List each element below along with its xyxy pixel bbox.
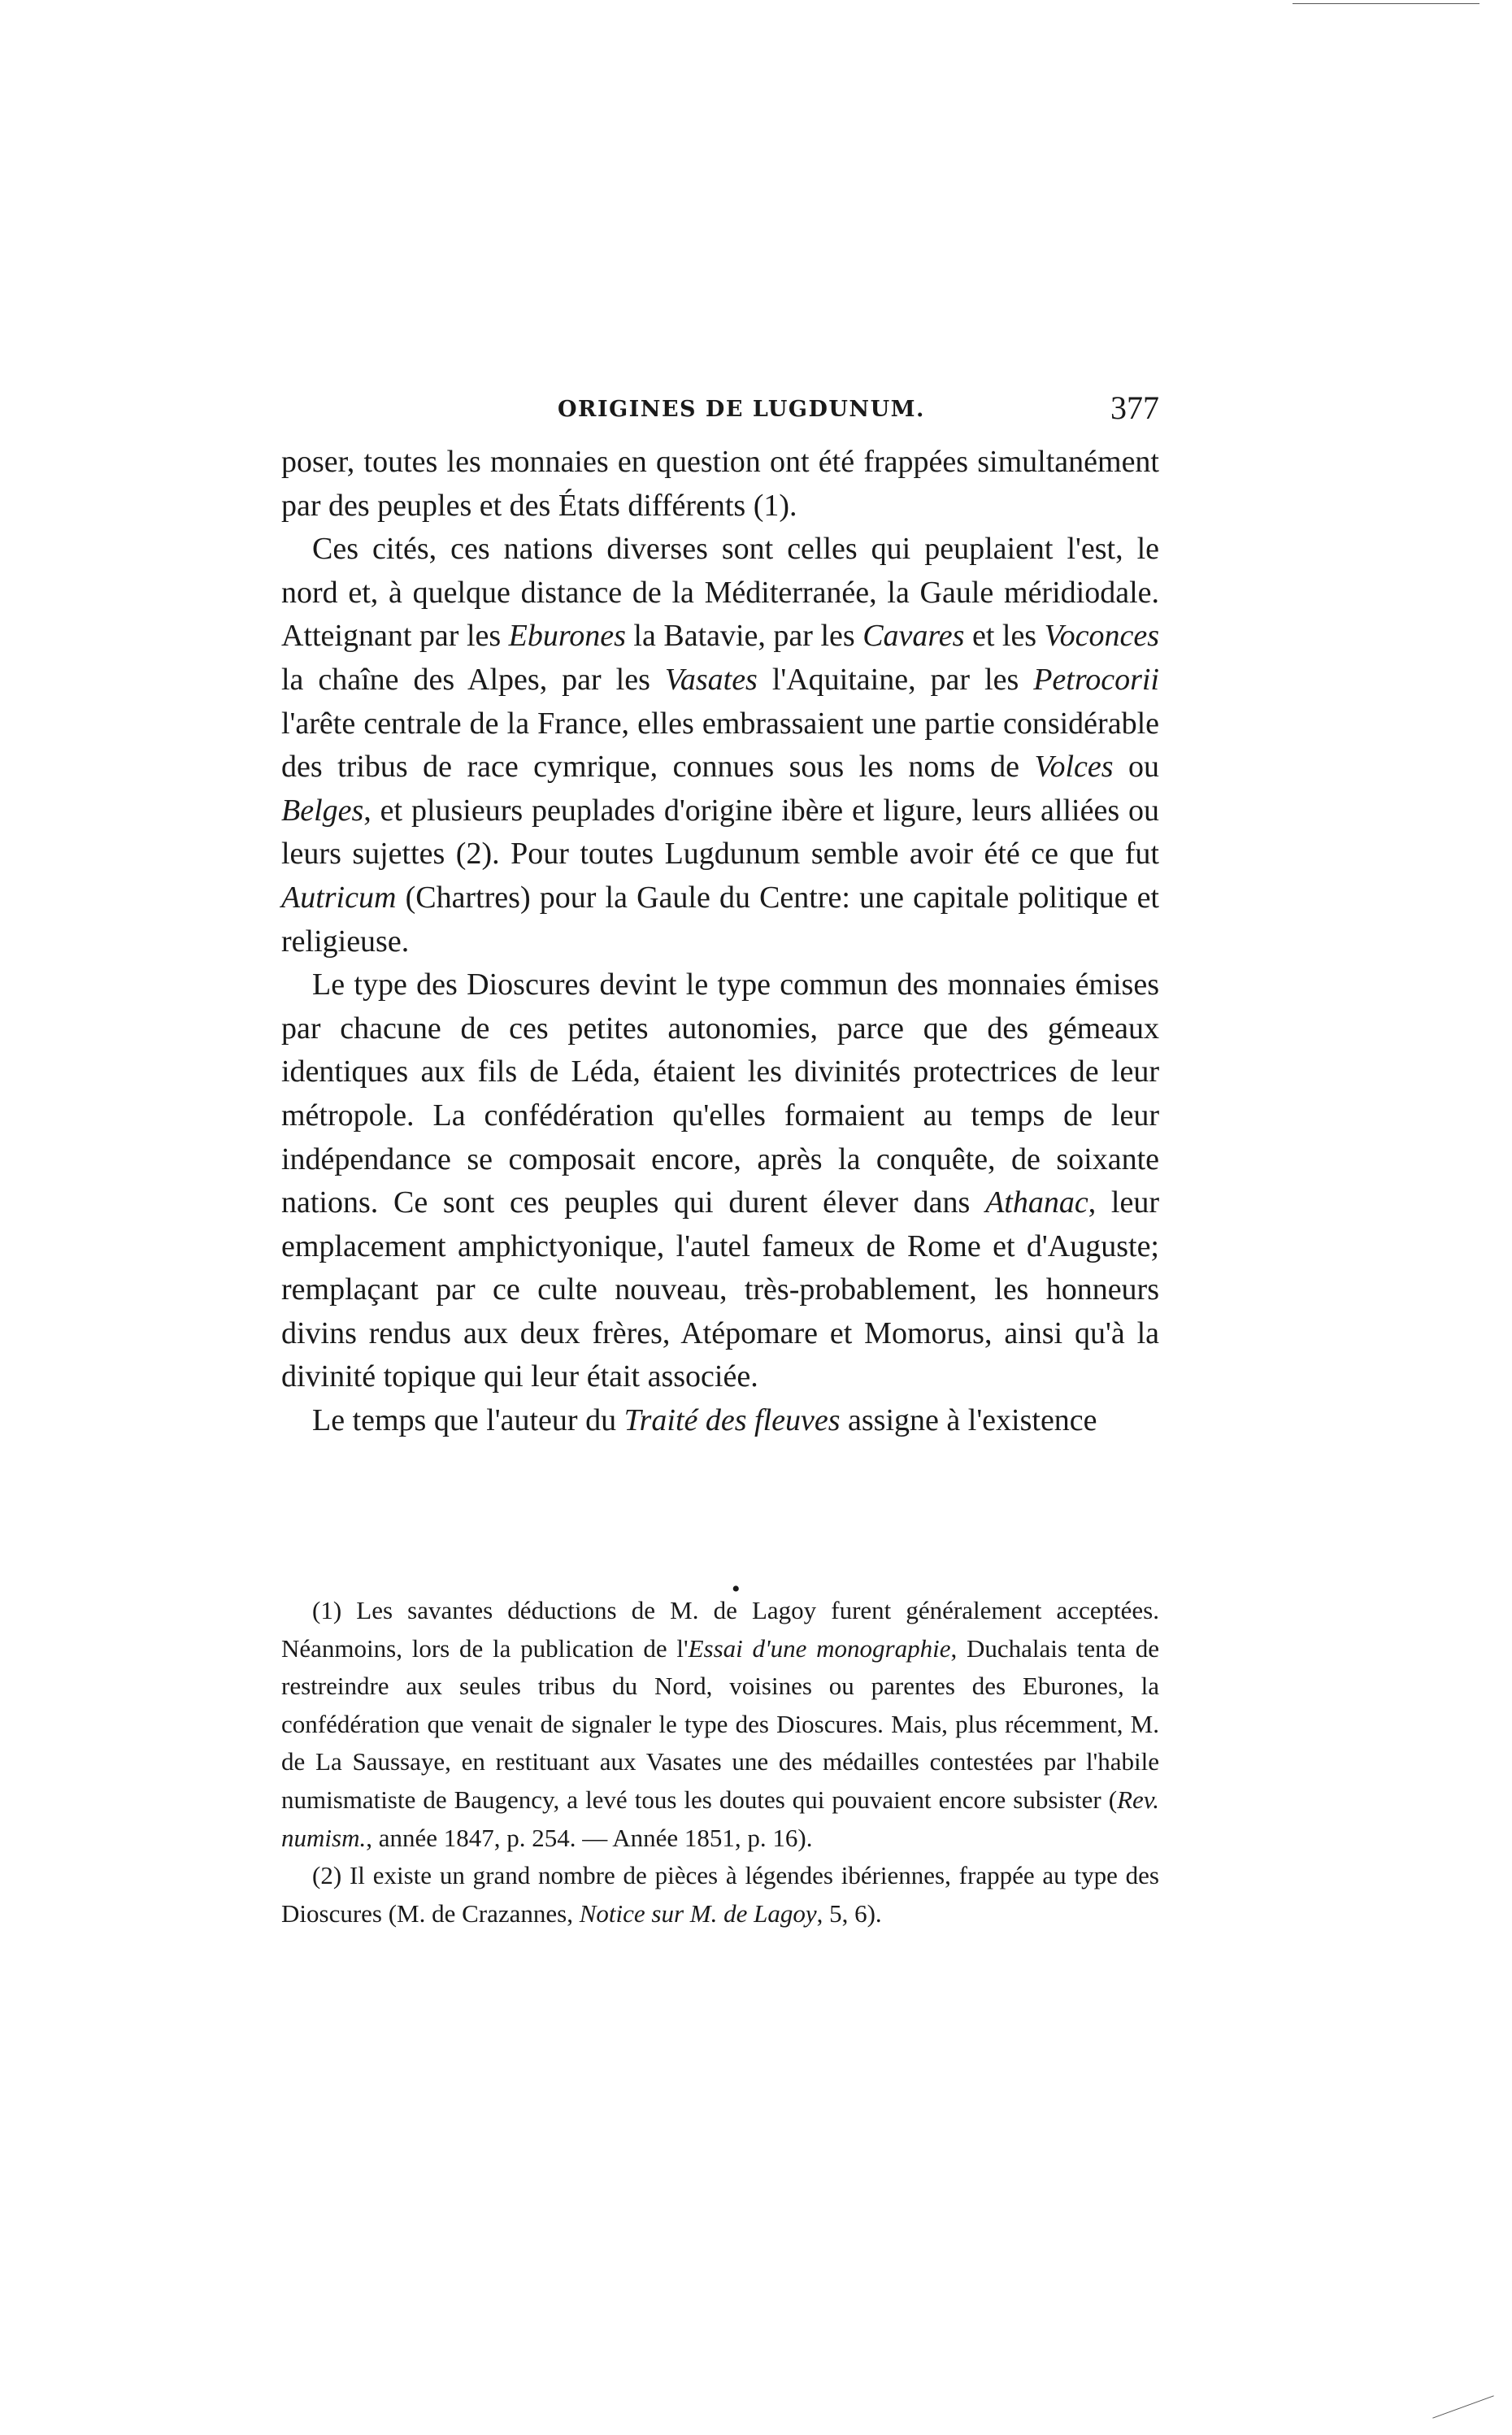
running-head: ORIGINES DE LUGDUNUM. — [558, 397, 925, 422]
footnote-1 — [281, 1592, 1159, 1857]
footnote-text: , 5, 6). — [816, 1898, 882, 1928]
paragraph-text: et les — [964, 619, 1045, 654]
paragraph-text: , et plusieurs peuplades d'origine ibère et ligure, leurs alliées ou leurs sujettes (2). Pour toutes Lugdunum semble avoir été ce que fut — [281, 793, 1159, 872]
paragraph-text: (Chartres) pour la Gaule du Centre: une capitale politique et religieuse. — [281, 880, 1159, 959]
paragraph-2 — [281, 528, 1159, 963]
italic-term: Notice sur M. de Lagoy — [579, 1898, 817, 1928]
italic-term: Athanac — [985, 1185, 1088, 1220]
footnote-text: , Duchalais tenta de restreindre aux seules tribus du Nord, voisines ou parentes des Eburones, la confédération que venait de signaler le type des Dioscures. Mais, plus récemment, M. de La Saussaye, en restituant aux Vasates une des médailles contestées par l'habile numismatiste de Baugency, a levé tous les doutes qui pouvaient encore subsister ( — [281, 1633, 1159, 1814]
paragraph-3 — [281, 963, 1159, 1399]
paragraph-text: Le type des Dioscures devint le type commun des monnaies émises par chacune de ces petites autonomies, parce que des gémeaux identiques aux fils de Léda, étaient les divinités protectrices de leur métropole. La confédération qu'elles formaient au temps de leur indépendance se composait encore, après la conquête, de soixante nations. Ce sont ces peuples qui durent élever dans — [281, 967, 1159, 1220]
italic-term: Eburones — [508, 619, 626, 654]
footnotes — [281, 1592, 1159, 1933]
paragraph-text: ou — [1113, 750, 1160, 785]
footnote-text: , année 1847, p. 254. — Année 1851, p. 16). — [366, 1823, 813, 1852]
paragraph-text: Ces cités, ces nations diverses sont celles qui peuplaient l'est, le nord et, à quelque distance de la Méditerranée, la Gaule méridiodale. Atteignant par les — [281, 532, 1159, 654]
scan-edge-mark — [1432, 2395, 1494, 2418]
italic-term: Volces — [1034, 750, 1114, 785]
italic-term: Essai d'une monographie — [688, 1633, 951, 1663]
italic-term: Traité des fleuves — [623, 1403, 841, 1438]
italic-term: Cavares — [862, 619, 965, 654]
paragraph-text: , leur emplacement amphictyonique, l'autel fameux de Rome et d'Auguste; remplaçant par ce culte nouveau, très-probablement, les honneurs divins rendus aux deux frères, Atépomare et Momorus, ainsi qu'à la divinité topique qui leur était associée. — [281, 1185, 1160, 1394]
paragraph-text: l'arête centrale de la France, elles embrassaient une partie considérable des tribus de race cymrique, connues sous les noms de — [281, 706, 1159, 785]
footnote-text: (2) Il existe un grand nombre de pièces à légendes ibériennes, frappée au type des Dioscures (M. de Crazannes, — [281, 1861, 1159, 1928]
paragraph-text: assigne à l'existence — [840, 1403, 1097, 1438]
paragraph-text: la chaîne des Alpes, par les — [281, 662, 665, 697]
italic-term: Belges — [281, 793, 364, 828]
paragraph-4 — [281, 1399, 1159, 1443]
footnote-2 — [281, 1857, 1159, 1933]
paragraph-text: poser, toutes les monnaies en question ont été frappées simultanément par des peuples et des États différents (1). — [281, 445, 1159, 523]
italic-term: Autricum — [281, 880, 397, 915]
italic-term: Petrocorii — [1033, 662, 1159, 697]
paragraph-text: l'Aquitaine, par les — [757, 662, 1034, 697]
italic-term: Rev. numism. — [281, 1785, 1159, 1852]
scan-edge-mark — [1293, 3, 1479, 4]
page-header — [281, 389, 1159, 437]
italic-term: Voconces — [1044, 619, 1159, 654]
page-number: 377 — [1110, 389, 1159, 426]
paragraph-text: Le temps que l'auteur du — [312, 1403, 624, 1438]
paragraph-1 — [281, 441, 1159, 528]
main-text — [281, 441, 1159, 1443]
italic-term: Vasates — [664, 662, 758, 697]
paragraph-text: la Batavie, par les — [625, 619, 863, 654]
separator-dot: • — [732, 1576, 741, 1602]
footnote-text: (1) Les savantes déductions de M. de Lagoy furent généralement acceptées. Néanmoins, lors de la publication de l' — [281, 1596, 1159, 1663]
